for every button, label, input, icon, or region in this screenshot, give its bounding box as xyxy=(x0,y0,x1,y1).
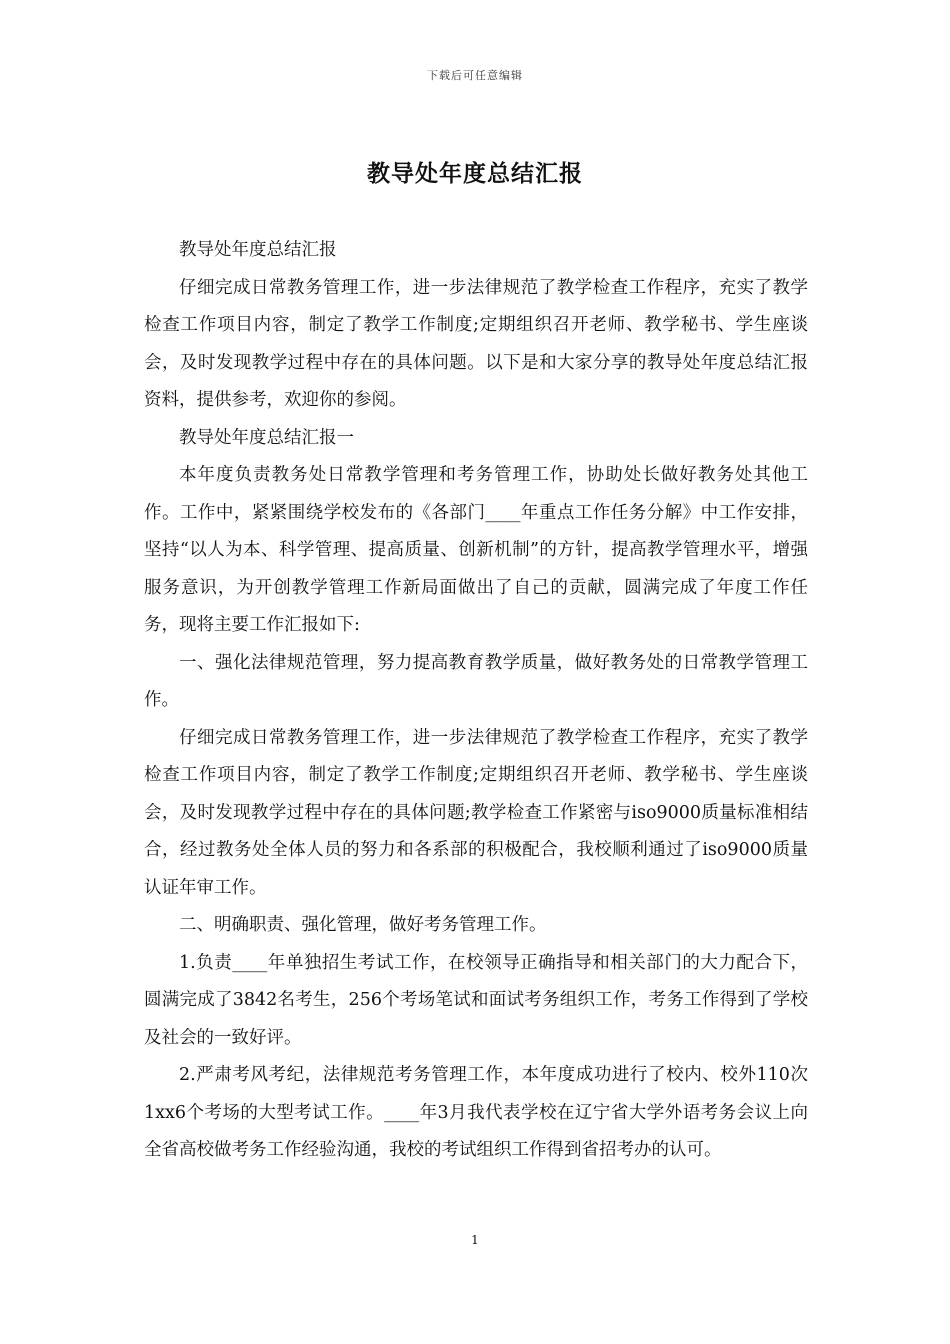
document-body xyxy=(144,232,808,1170)
page-header-note: 下载后可任意编辑 xyxy=(427,69,523,82)
paragraph: 2.严肃考风考纪，法律规范考务管理工作，本年度成功进行了校内、校外110次1xx6个考场的大型考试工作。____年3月我代表学校在辽宁省大学外语考务会议上向全省高校做考务工作经验沟通，我校的考试组织工作得到省招考办的认可。 xyxy=(144,1065,808,1160)
document-title: 教导处年度总结汇报 xyxy=(367,160,583,187)
paragraph: 教导处年度总结汇报一 xyxy=(179,427,354,448)
paragraph: 仔细完成日常教务管理工作，进一步法律规范了教学检查工作程序，充实了教学检查工作项目内容，制定了教学工作制度;定期组织召开老师、教学秘书、学生座谈会，及时发现教学过程中存在的具体问题;教学检查工作紧密与iso9000质量标准相结合，经过教务处全体人员的努力和各系部的积极配合，我校顺利通过了iso9000质量认证年审工作。 xyxy=(144,727,808,898)
page-number: 1 xyxy=(471,1233,479,1247)
paragraph: 本年度负责教务处日常教学管理和考务管理工作，协助处长做好教务处其他工作。工作中，紧紧围绕学校发布的《各部门____年重点工作任务分解》中工作安排，坚持“以人为本、科学管理、提高质量、创新机制”的方针，提高教学管理水平，增强服务意识，为开创教学管理工作新局面做出了自己的贡献，圆满完成了年度工作任务，现将主要工作汇报如下: xyxy=(144,465,808,635)
paragraph: 1.负责____年单独招生考试工作，在校领导正确指导和相关部门的大力配合下，圆满完成了3842名考生，256个考场笔试和面试考务组织工作，考务工作得到了学校及社会的一致好评。 xyxy=(144,952,808,1048)
paragraph: 教导处年度总结汇报 xyxy=(179,240,337,260)
paragraph: 二、明确职责、强化管理，做好考务管理工作。 xyxy=(179,915,547,935)
paragraph: 仔细完成日常教务管理工作，进一步法律规范了教学检查工作程序，充实了教学检查工作项目内容，制定了教学工作制度;定期组织召开老师、教学秘书、学生座谈会，及时发现教学过程中存在的具体问题。以下是和大家分享的教导处年度总结汇报资料，提供参考，欢迎你的参阅。 xyxy=(144,277,808,410)
paragraph: 一、强化法律规范管理，努力提高教育教学质量，做好教务处的日常教学管理工作。 xyxy=(144,652,808,710)
